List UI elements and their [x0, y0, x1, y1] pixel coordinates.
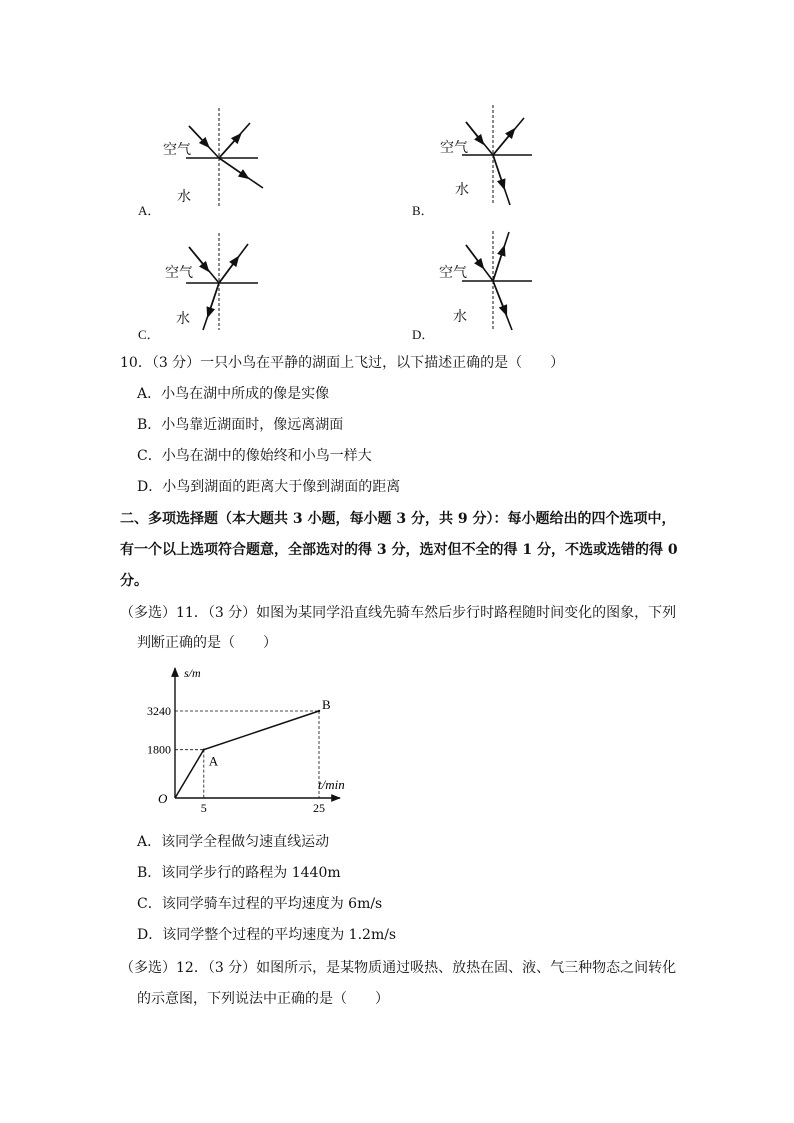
figure-option-a: A．: [138, 203, 161, 218]
label-water-b: 水: [455, 182, 469, 198]
x-tick-label-5: 5: [200, 801, 207, 815]
q12-stem-line1: （多选）12．（3 分）如图所示，是某物质通过吸热、放热在固、液、气三种物态之间转化: [120, 960, 677, 976]
label-air-b: 空气: [440, 140, 468, 156]
q10-stem: 10．（3 分）一只小鸟在平静的湖面上飞过，以下描述正确的是（ ）: [120, 355, 565, 371]
q10-option-c: C．小鸟在湖中的像始终和小鸟一样大: [137, 448, 372, 464]
section2-line1: 二、多项选择题（本大题共 3 小题，每小题 3 分，共 9 分）：每小题给出的四个选项中，: [120, 511, 676, 527]
q11-option-c: C．该同学骑车过程的平均速度为 6m/s: [137, 896, 383, 912]
label-air-a: 空气: [163, 142, 191, 158]
q11-option-b: B．该同学步行的路程为 1440m: [137, 865, 341, 881]
figure-a: [186, 108, 263, 208]
point-B: [318, 710, 320, 712]
point-A: [203, 748, 205, 750]
figure-c: [186, 233, 258, 330]
y-axis-label: s/m: [184, 666, 201, 680]
q10-option-b: B．小鸟靠近湖面时，像远离湖面: [137, 417, 344, 433]
point-label-B: B: [322, 697, 331, 712]
origin-label: O: [158, 791, 168, 806]
figure-option-b: B．: [412, 203, 434, 218]
q11-stem-line2: 判断正确的是（ ）: [137, 635, 277, 651]
y-tick-label-1800: 1800: [147, 742, 171, 757]
figure-option-c: C．: [138, 327, 160, 342]
point-label-A: A: [208, 753, 219, 769]
x-tick-label-25: 25: [313, 801, 325, 815]
section2-line3: 分。: [120, 573, 148, 589]
section2-line2: 有一个以上选项符合题意，全部选对的得 3 分，选对但不全的得 1 分，不选或选错的得 0: [120, 542, 678, 558]
label-water-d: 水: [453, 309, 467, 325]
label-air-d: 空气: [439, 265, 467, 281]
figure-d: [462, 231, 532, 330]
light-ray-figures: [0, 0, 794, 350]
q11-stem-line1: （多选）11．（3 分）如图为某同学沿直线先骑车然后步行时路程随时间变化的图象，下列: [120, 605, 677, 621]
figure-b: [462, 105, 532, 205]
label-water-c: 水: [176, 311, 190, 327]
q11-option-a: A．该同学全程做匀速直线运动: [137, 834, 330, 850]
label-water-a: 水: [177, 189, 191, 205]
st-chart: [140, 658, 370, 818]
y-tick-label-3240: 3240: [147, 704, 171, 718]
figure-option-d: D．: [412, 327, 435, 342]
q12-stem-line2: 的示意图，下列说法中正确的是（ ）: [137, 991, 389, 1007]
q10-option-d: D．小鸟到湖面的距离大于像到湖面的距离: [137, 479, 401, 495]
q11-option-d: D．该同学整个过程的平均速度为 1.2m/s: [137, 927, 397, 943]
x-axis-label: t/min: [318, 777, 345, 792]
label-air-c: 空气: [165, 265, 193, 281]
q10-option-a: A．小鸟在湖中所成的像是实像: [137, 386, 330, 402]
series-line: [175, 711, 319, 798]
